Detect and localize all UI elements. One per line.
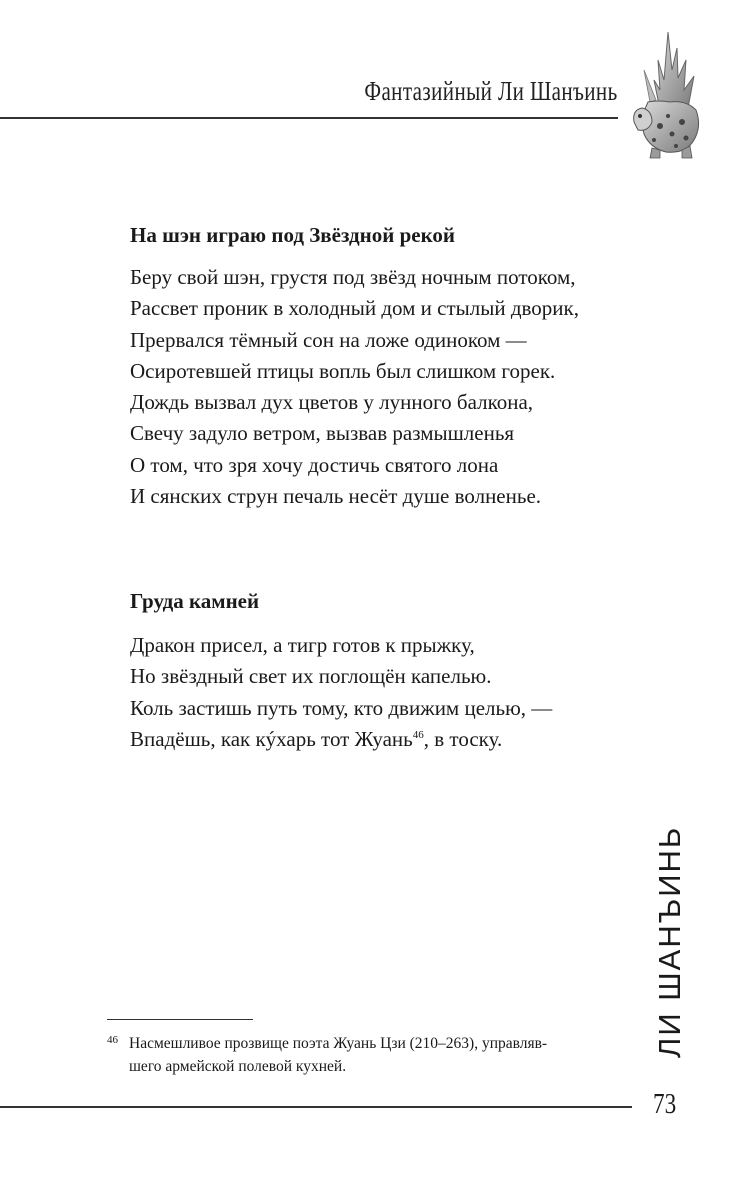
footnote-rule (107, 1019, 253, 1020)
footnote-line: шего армейской полевой кухней. (129, 1057, 347, 1075)
page-number: 73 (653, 1088, 677, 1120)
poem-title: Груда камней (130, 589, 260, 613)
header-rule (0, 117, 618, 119)
poem-line: Прервался тёмный сон на ложе одиноком — (130, 327, 527, 352)
side-author-label: ЛИ ШАНЪИНЬ (652, 825, 687, 1058)
footnote-line (107, 1033, 637, 1056)
poem-line-text: , в тоску. (423, 726, 503, 751)
poem-line: Коль застишь путь тому, кто движим целью, — (130, 695, 553, 720)
footnote-text: Насмешливое прозвище поэта Жуань Цзи (210–263), управляв- (129, 1035, 548, 1052)
poem-line (130, 724, 552, 755)
poem-line: Дождь вызвал дух цветов у лунного балкона, (130, 390, 534, 415)
poem-line: О том, что зря хочу достичь святого лона (130, 452, 499, 477)
poem-line: Дракон присел, а тигр готов к прыжку, (130, 633, 475, 657)
poem-title: На шэн играю под Звёздной рекой (130, 223, 456, 247)
running-header-title: Фантазийный Ли Шанъинь (364, 76, 618, 106)
poem-line: Рассвет проник в холодный дом и стылый дворик, (130, 296, 579, 321)
footer-rule (0, 1106, 632, 1108)
poem-line: Но звёздный свет их поглощён капелью. (130, 664, 492, 689)
dragon-sculpture-illustration (630, 30, 708, 160)
footnote-ref[interactable]: 46 (412, 728, 424, 741)
poem-line: И сянских струн печаль несёт душе волненье. (130, 484, 542, 509)
poem-body (130, 630, 552, 755)
poem-line: Осиротевшей птицы вопль был слишком горек. (130, 358, 556, 383)
poem-line: Свечу задуло ветром, вызвав размышленья (130, 421, 515, 446)
poem-line-text: Впадёшь, как кýхарь тот Жуань (130, 726, 413, 751)
poem-body (130, 262, 579, 512)
footnote-number: 46 (107, 1034, 118, 1046)
poem-line: Беру свой шэн, грустя под звёзд ночным потоком, (130, 265, 576, 289)
footnote (107, 1033, 637, 1078)
